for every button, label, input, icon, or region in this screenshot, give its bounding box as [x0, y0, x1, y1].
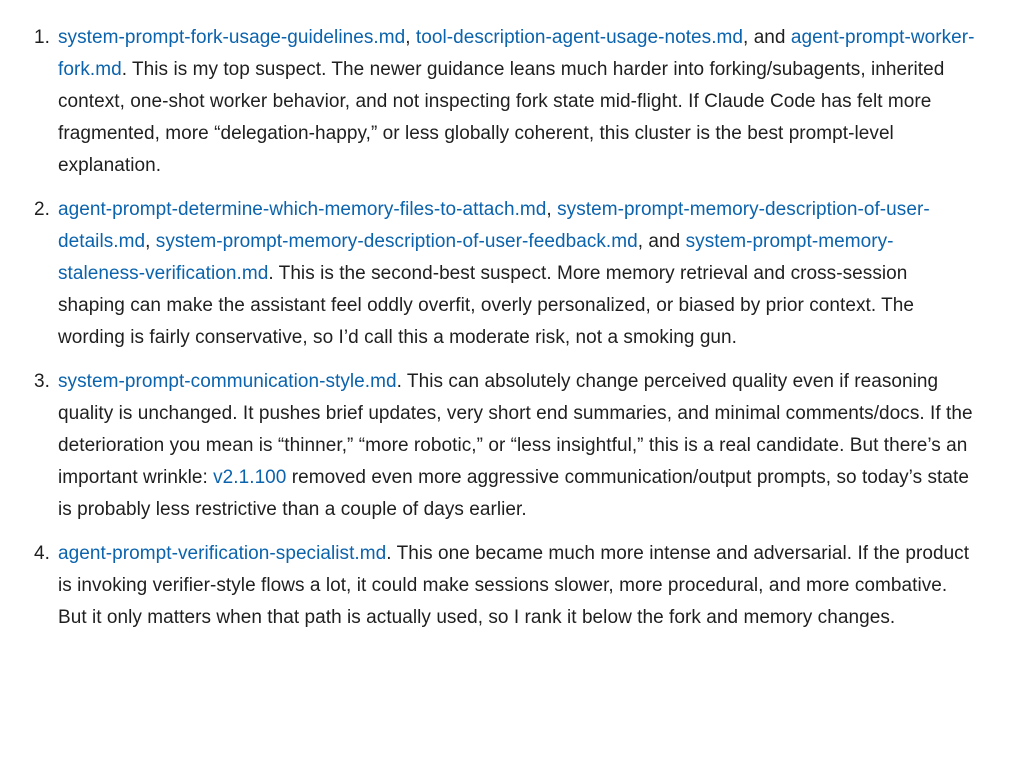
item-body-text: . This is my top suspect. The newer guidance leans much harder into forking/subagents, inherited context, one-shot worker behavior, and not inspecting fork state mid-flight. If Claude Code has felt more fragmented, more “delegation-happy,” or less globally coherent, this cluster is the best prompt-level explanation. [58, 59, 945, 176]
file-link[interactable]: agent-prompt-verification-specialist.md [58, 543, 387, 564]
list-number: 1. [34, 27, 50, 48]
item-body-text: . This is the second-best suspect. More memory retrieval and cross-session shaping can make the assistant feel oddly overfit, overly personalized, or biased by prior context. The wording is fairly conservative, so I’d call this a moderate risk, not a smoking gun. [58, 263, 915, 348]
file-link[interactable]: system-prompt-communication-style.md [58, 371, 397, 392]
separator-text: , and [743, 27, 791, 48]
item-body-text: removed even more aggressive communication/output prompts, so today’s state is probably less restrictive than a couple of days earlier. [58, 467, 969, 520]
list-number: 2. [34, 199, 50, 220]
list-item [34, 366, 978, 526]
item-body-text: . This one became much more intense and adversarial. If the product is invoking verifier-style flows a lot, it could make sessions slower, more procedural, and more combative. But it only matters when that path is actually used, so I rank it below the fork and memory changes. [58, 543, 970, 628]
list-number: 4. [34, 543, 50, 564]
separator-text: , and [637, 231, 686, 252]
file-link[interactable]: system-prompt-fork-usage-guidelines.md [58, 27, 406, 48]
file-link[interactable]: system-prompt-memory-description-of-user-details.md [58, 199, 930, 252]
file-link[interactable]: agent-prompt-determine-which-memory-files-to-attach.md [58, 199, 547, 220]
separator-text: , [405, 27, 416, 48]
list-item [34, 538, 978, 634]
version-link[interactable]: v2.1.100 [213, 467, 287, 488]
file-link[interactable]: tool-description-agent-usage-notes.md [415, 27, 744, 48]
file-link[interactable]: system-prompt-memory-staleness-verification.md [58, 231, 894, 284]
separator-text: , [145, 231, 156, 252]
list-item [34, 194, 978, 354]
file-link[interactable]: system-prompt-memory-description-of-user-feedback.md [155, 231, 638, 252]
list-number: 3. [34, 371, 50, 392]
separator-text: , [546, 199, 558, 220]
ranked-suspects-list [34, 22, 978, 634]
item-body-text: . This can absolutely change perceived quality even if reasoning quality is unchanged. It pushes brief updates, very short end summaries, and minimal comments/docs. If the deterioration you mean is “thinner,” “more robotic,” or “less insightful,” this is a real candidate. But there’s an important wrinkle: [58, 371, 973, 488]
file-link[interactable]: agent-prompt-worker-fork.md [58, 27, 975, 80]
list-item [34, 22, 978, 182]
